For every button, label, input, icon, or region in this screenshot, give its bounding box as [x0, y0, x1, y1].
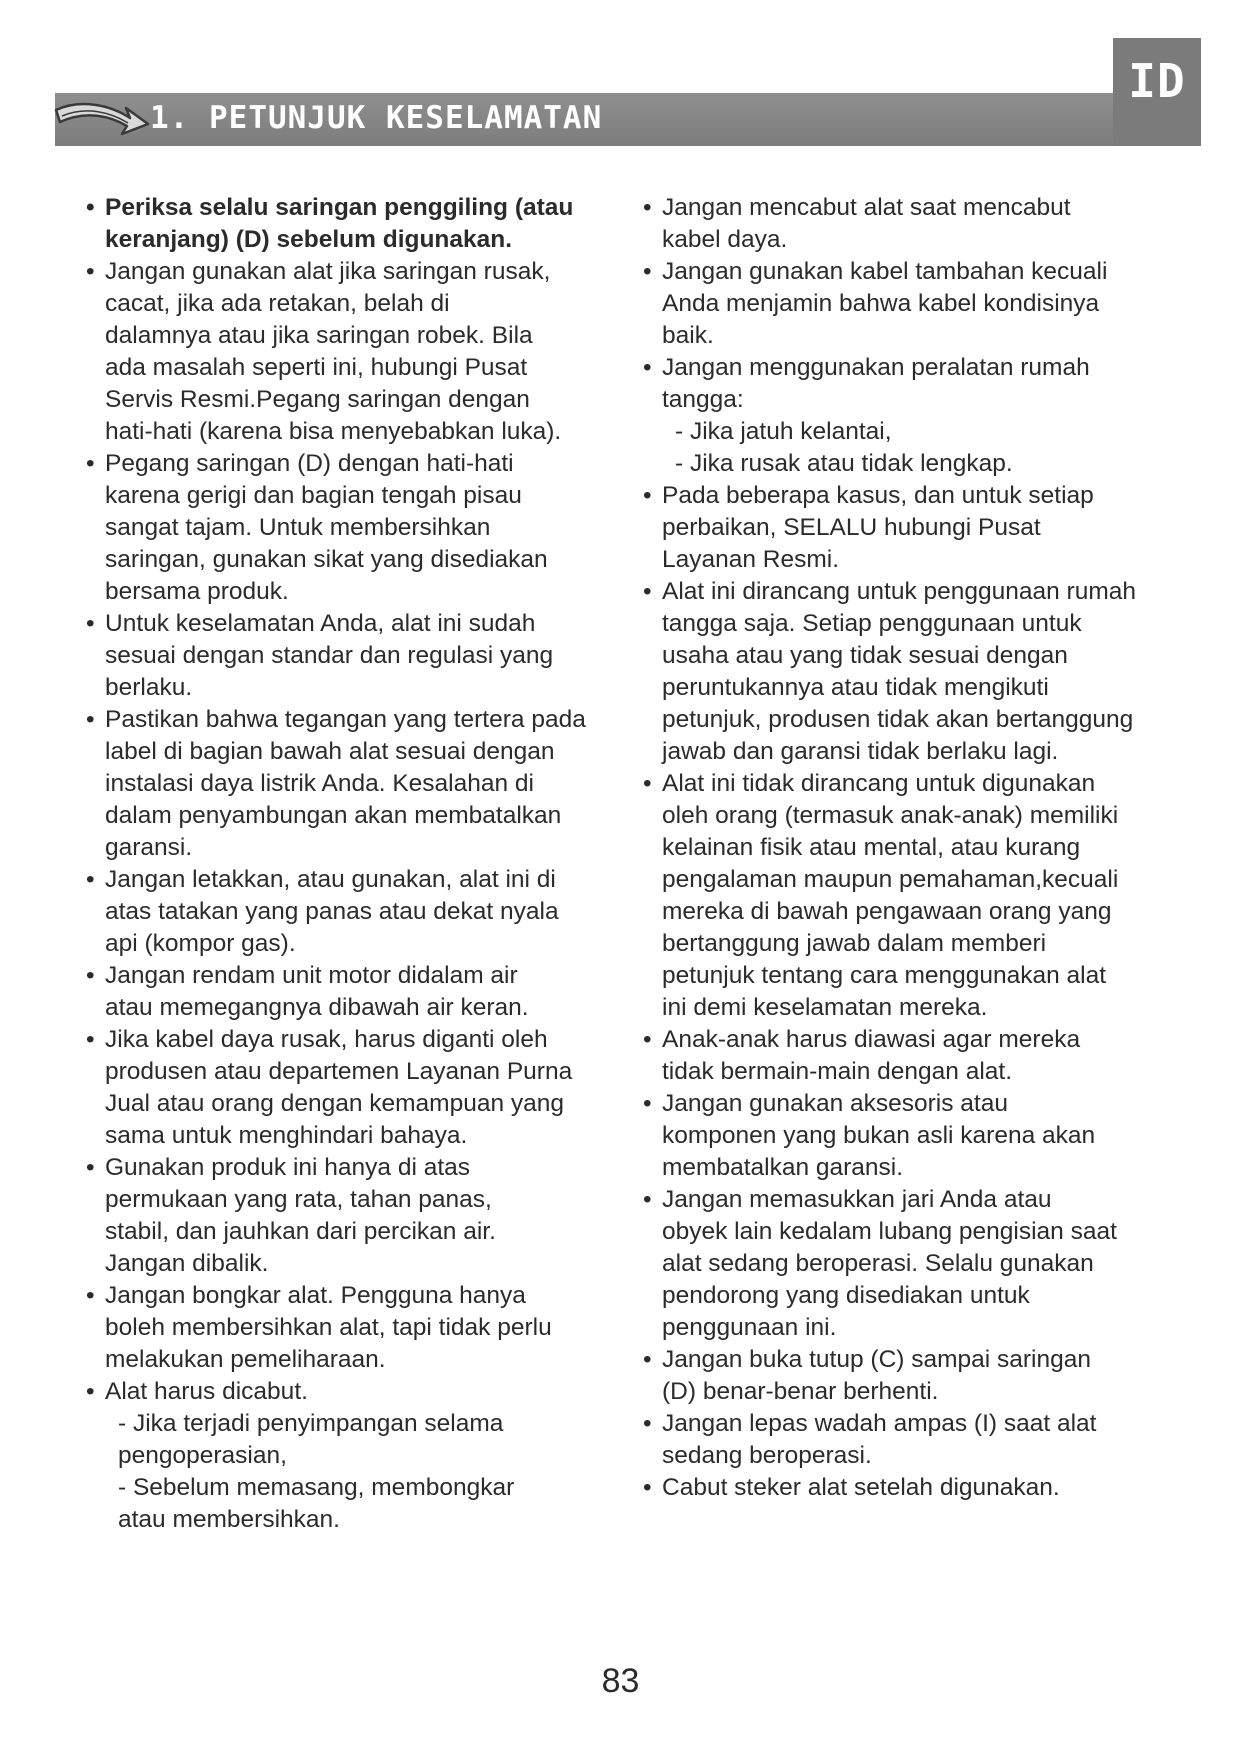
safety-item: • Jangan letakkan, atau gunakan, alat ini di atas tatakan yang panas atau dekat nyala api (kompor gas).: [86, 864, 646, 960]
safety-item: • Pegang saringan (D) dengan hati-hati karena gerigi dan bagian tengah pisau sangat tajam. Untuk membersihkan saringan, gunakan sikat yang disediakan bersama produk.: [86, 448, 646, 608]
safety-item: • Alat ini dirancang untuk penggunaan rumah tangga saja. Setiap penggunaan untuk usaha atau yang tidak sesuai dengan peruntukannya atau tidak mengikuti petunjuk, produsen tidak akan bertanggung jawab dan garansi tidak berlaku lagi.: [643, 576, 1203, 768]
left-column: [86, 192, 646, 1536]
safety-item: • Cabut steker alat setelah digunakan.: [643, 1472, 1203, 1504]
language-tab: [1113, 38, 1201, 146]
safety-item: • Anak-anak harus diawasi agar mereka tidak bermain-main dengan alat.: [643, 1024, 1203, 1088]
safety-item: • Jangan buka tutup (C) sampai saringan (D) benar-benar berhenti.: [643, 1344, 1203, 1408]
page-number: 83: [601, 1662, 640, 1700]
safety-subitem: - Jika rusak atau tidak lengkap.: [675, 450, 1013, 477]
right-column: [643, 192, 1203, 1504]
safety-item: • Pada beberapa kasus, dan untuk setiap perbaikan, SELALU hubungi Pusat Layanan Resmi.: [643, 480, 1203, 576]
safety-item: • Jangan mencabut alat saat mencabut kabel daya.: [643, 192, 1203, 256]
safety-item: • Jangan rendam unit motor didalam air atau memegangnya dibawah air keran.: [86, 960, 646, 1024]
safety-item: • Jangan memasukkan jari Anda atau obyek lain kedalam lubang pengisian saat alat sedang beroperasi. Selalu gunakan pendorong yang disediakan untuk penggunaan ini.: [643, 1184, 1203, 1344]
safety-item: • Jangan menggunakan peralatan rumah tangga:: [643, 352, 1203, 416]
safety-item: • Pastikan bahwa tegangan yang tertera pada label di bagian bawah alat sesuai dengan instalasi daya listrik Anda. Kesalahan di dalam penyambungan akan membatalkan garansi.: [86, 704, 646, 864]
safety-item: • Gunakan produk ini hanya di atas permukaan yang rata, tahan panas, stabil, dan jauhkan dari percikan air. Jangan dibalik.: [86, 1152, 646, 1280]
safety-item: • Periksa selalu saringan penggiling (atau keranjang) (D) sebelum digunakan.: [86, 192, 646, 256]
section-title: 1. PETUNJUK KESELAMATAN: [150, 100, 603, 136]
safety-item: • Jangan gunakan kabel tambahan kecuali Anda menjamin bahwa kabel kondisinya baik.: [643, 256, 1203, 352]
safety-subitem: - Sebelum memasang, membongkar atau membersihkan.: [118, 1474, 515, 1533]
language-code: ID: [1128, 54, 1186, 108]
safety-item: • Jika kabel daya rusak, harus diganti oleh produsen atau departemen Layanan Purna Jual atau orang dengan kemampuan yang sama untuk menghindari bahaya.: [86, 1024, 646, 1152]
curved-arrow-icon: [52, 96, 152, 146]
safety-item: • Alat ini tidak dirancang untuk digunakan oleh orang (termasuk anak-anak) memiliki kelainan fisik atau mental, atau kurang pengalaman maupun pemahaman,kecuali mereka di bawah pengawaan orang yang bertanggung jawab dalam memberi petunjuk tentang cara menggunakan alat ini demi keselamatan mereka.: [643, 768, 1203, 1024]
safety-item: • Jangan lepas wadah ampas (I) saat alat sedang beroperasi.: [643, 1408, 1203, 1472]
safety-item: • Jangan gunakan alat jika saringan rusak, cacat, jika ada retakan, belah di dalamnya atau jika saringan robek. Bila ada masalah seperti ini, hubungi Pusat Servis Resmi.Pegang saringan dengan hati-hati (karena bisa menyebabkan luka).: [86, 256, 646, 448]
safety-subitem: - Jika jatuh kelantai,: [675, 418, 892, 445]
safety-item: • Jangan bongkar alat. Pengguna hanya boleh membersihkan alat, tapi tidak perlu melakukan pemeliharaan.: [86, 1280, 646, 1376]
safety-item: • Jangan gunakan aksesoris atau komponen yang bukan asli karena akan membatalkan garansi.: [643, 1088, 1203, 1184]
safety-item: • Untuk keselamatan Anda, alat ini sudah sesuai dengan standar dan regulasi yang berlaku.: [86, 608, 646, 704]
safety-subitem: - Jika terjadi penyimpangan selama pengoperasian,: [118, 1410, 504, 1469]
safety-item: • Alat harus dicabut.: [86, 1376, 646, 1408]
